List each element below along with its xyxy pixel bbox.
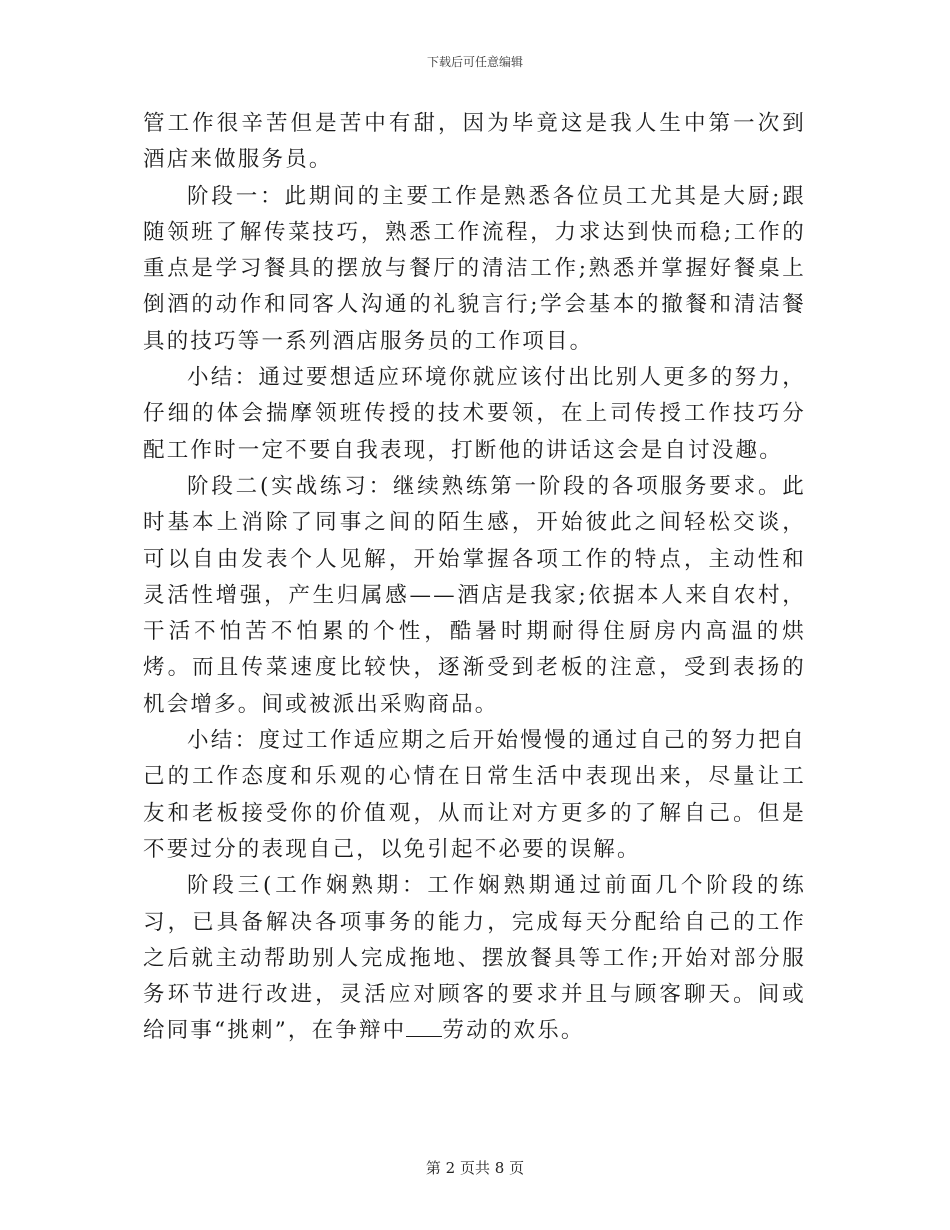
paragraph-6-part-2: 劳动的欢乐。	[442, 1018, 585, 1044]
paragraph-6-part-1: 阶段三(工作娴熟期：工作娴熟期通过前面几个阶段的练习，已具备解决各项事务的能力，完成每天分配给自己的工作之后就主动帮助别人完成拖地、摆放餐具等工作;开始对部分服务环节进行改进，灵活应对顾客的要求并且与顾客聊天。间或给同事“挑刺”，在争辩中	[143, 873, 806, 1044]
paragraph-4: 阶段二(实战练习：继续熟练第一阶段的各项服务要求。此时基本上消除了同事之间的陌生感，开始彼此之间轻松交谈，可以自由发表个人见解，开始掌握各项工作的特点，主动性和灵活性增强，产生归属感——酒店是我家;依据本人来自农村，干活不怕苦不怕累的个性，酷暑时期耐得住厨房内高温的烘烤。而且传菜速度比较快，逐渐受到老板的注意，受到表扬的机会增多。间或被派出采购商品。	[143, 473, 806, 717]
paragraph-5: 小结：度过工作适应期之后开始慢慢的通过自己的努力把自己的工作态度和乐观的心情在日常生活中表现出来，尽量让工友和老板接受你的价值观，从而让对方更多的了解自己。但是不要过分的表现自己，以免引起不必要的误解。	[143, 728, 806, 862]
paragraph-3: 小结：通过要想适应环境你就应该付出比别人更多的努力，仔细的体会揣摩领班传授的技术要领，在上司传授工作技巧分配工作时一定不要自我表现，打断他的讲话这会是自讨没趣。	[143, 365, 806, 463]
fill-in-blank	[406, 1018, 442, 1037]
paragraph-2: 阶段一：此期间的主要工作是熟悉各位员工尤其是大厨;跟随领班了解传菜技巧，熟悉工作流程，力求达到快而稳;工作的重点是学习餐具的摆放与餐厅的清洁工作;熟悉并掌握好餐桌上倒酒的动作和同客人沟通的礼貌言行;学会基本的撤餐和清洁餐具的技巧等一系列酒店服务员的工作项目。	[143, 183, 806, 354]
paragraph-6	[143, 868, 806, 1049]
paragraph-1: 管工作很辛苦但是苦中有甜，因为毕竟这是我人生中第一次到酒店来做服务员。	[143, 111, 806, 173]
document-body	[143, 106, 806, 1050]
page-header-note: 下载后可任意编辑	[426, 55, 523, 69]
page-number: 第 2 页共 8 页	[425, 1159, 525, 1177]
